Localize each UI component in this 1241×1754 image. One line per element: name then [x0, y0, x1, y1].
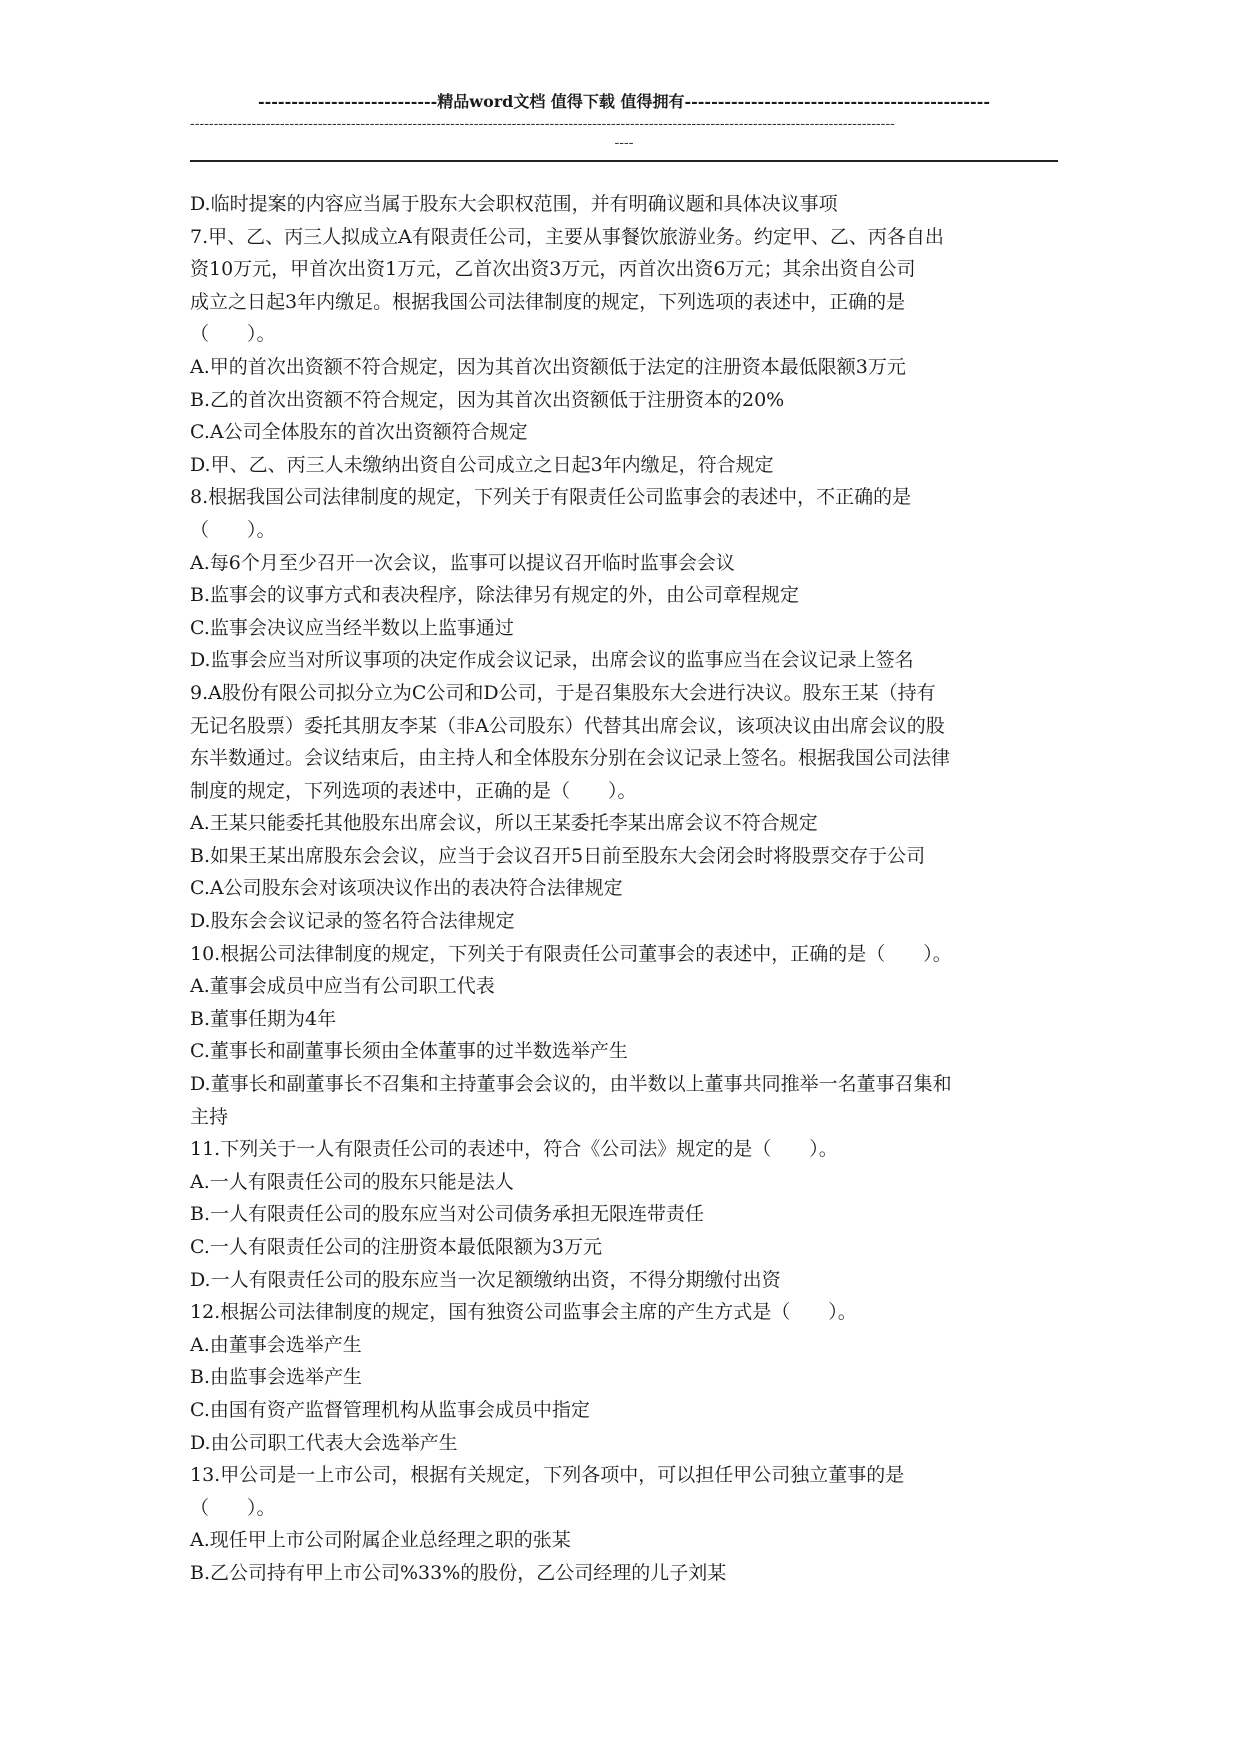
- text-line: 9.A股份有限公司拟分立为C公司和D公司，于是召集股东大会进行决议。股东王某（持有: [190, 681, 936, 704]
- text-line: B.如果王某出席股东会会议，应当于会议召开5日前至股东大会闭会时将股票交存于公司: [190, 844, 926, 867]
- text-line: 无记名股票）委托其朋友李某（非A公司股东）代替其出席会议，该项决议由出席会议的股: [190, 714, 945, 737]
- text-line: B.由监事会选举产生: [190, 1366, 363, 1389]
- text-line: 制度的规定，下列选项的表述中，正确的是（ ）。: [190, 779, 637, 802]
- text-line: （ ）。: [190, 518, 276, 541]
- text-line: 10.根据公司法律制度的规定，下列关于有限责任公司董事会的表述中，正确的是（ ）。: [190, 942, 952, 965]
- text-line: 13.甲公司是一上市公司，根据有关规定，下列各项中，可以担任甲公司独立董事的是: [190, 1464, 905, 1487]
- text-line: A.由董事会选举产生: [190, 1333, 362, 1356]
- text-line: 主持: [190, 1105, 229, 1128]
- text-line: D.一人有限责任公司的股东应当一次足额缴纳出资，不得分期缴付出资: [190, 1268, 781, 1291]
- text-line: B.监事会的议事方式和表决程序，除法律另有规定的外，由公司章程规定: [190, 584, 800, 607]
- text-line: （ ）。: [190, 323, 276, 346]
- text-line: D.董事长和副董事长不召集和主持董事会会议的，由半数以上董事共同推举一名董事召集和: [190, 1073, 952, 1096]
- text-line: 成立之日起3年内缴足。根据我国公司法律制度的规定，下列选项的表述中，正确的是: [190, 290, 906, 313]
- text-line: 11.下列关于一人有限责任公司的表述中，符合《公司法》规定的是（ ）。: [190, 1138, 838, 1161]
- text-line: A.现任甲上市公司附属企业总经理之职的张某: [190, 1529, 571, 1552]
- text-line: C.A公司股东会对该项决议作出的表决符合法律规定: [190, 877, 623, 900]
- text-line: D.由公司职工代表大会选举产生: [190, 1431, 458, 1454]
- text-line: C.董事长和副董事长须由全体董事的过半数选举产生: [190, 1040, 628, 1063]
- text-line: C.A公司全体股东的首次出资额符合规定: [190, 421, 528, 444]
- text-line: A.甲的首次出资额不符合规定，因为其首次出资额低于法定的注册资本最低限额3万元: [190, 355, 906, 378]
- document-body: [190, 188, 1058, 1590]
- text-line: A.王某只能委托其他股东出席会议，所以王某委托李某出席会议不符合规定: [190, 812, 818, 835]
- text-line: D.监事会应当对所议事项的决定作成会议记录，出席会议的监事应当在会议记录上签名: [190, 649, 914, 672]
- text-line: B.一人有限责任公司的股东应当对公司债务承担无限连带责任: [190, 1203, 705, 1226]
- text-line: C.由国有资产监督管理机构从监事会成员中指定: [190, 1398, 590, 1421]
- text-line: 12.根据公司法律制度的规定，国有独资公司监事会主席的产生方式是（ ）。: [190, 1301, 857, 1324]
- text-line: 东半数通过。会议结束后，由主持人和全体股东分别在会议记录上签名。根据我国公司法律: [190, 747, 951, 770]
- text-line: C.一人有限责任公司的注册资本最低限额为3万元: [190, 1236, 602, 1258]
- text-line: D.甲、乙、丙三人未缴纳出资自公司成立之日起3年内缴足，符合规定: [190, 453, 774, 476]
- header-dash-tail: ----: [614, 135, 634, 151]
- text-line: D.股东会会议记录的签名符合法律规定: [190, 910, 515, 933]
- header-banner: ---------------------------精品word文档 值得下载 值得拥有----------------------------------------------: [258, 92, 990, 111]
- text-line: A.一人有限责任公司的股东只能是法人: [190, 1170, 514, 1193]
- header-dash-line: -----------------------------------------------------------------------------------------------------------------------------------------------------: [190, 116, 895, 132]
- text-line: （ ）。: [190, 1496, 276, 1519]
- text-line: B.董事任期为4年: [190, 1007, 337, 1030]
- text-line: A.董事会成员中应当有公司职工代表: [190, 975, 495, 998]
- text-line: A.每6个月至少召开一次会议，监事可以提议召开临时监事会会议: [190, 551, 735, 574]
- text-line: B.乙的首次出资额不符合规定，因为其首次出资额低于注册资本的20%: [190, 388, 785, 411]
- text-line: 资10万元，甲首次出资1万元，乙首次出资3万元，丙首次出资6万元；其余出资自公司: [190, 258, 916, 281]
- page-header: [190, 90, 1058, 152]
- text-line: B.乙公司持有甲上市公司%33%的股份，乙公司经理的儿子刘某: [190, 1561, 727, 1584]
- header-rule: [190, 160, 1058, 162]
- text-line: 7.甲、乙、丙三人拟成立A有限责任公司，主要从事餐饮旅游业务。约定甲、乙、丙各自出: [190, 225, 944, 248]
- text-line: 8.根据我国公司法律制度的规定，下列关于有限责任公司监事会的表述中，不正确的是: [190, 486, 912, 509]
- text-line: C.监事会决议应当经半数以上监事通过: [190, 616, 514, 639]
- text-line: D.临时提案的内容应当属于股东大会职权范围，并有明确议题和具体决议事项: [190, 193, 838, 215]
